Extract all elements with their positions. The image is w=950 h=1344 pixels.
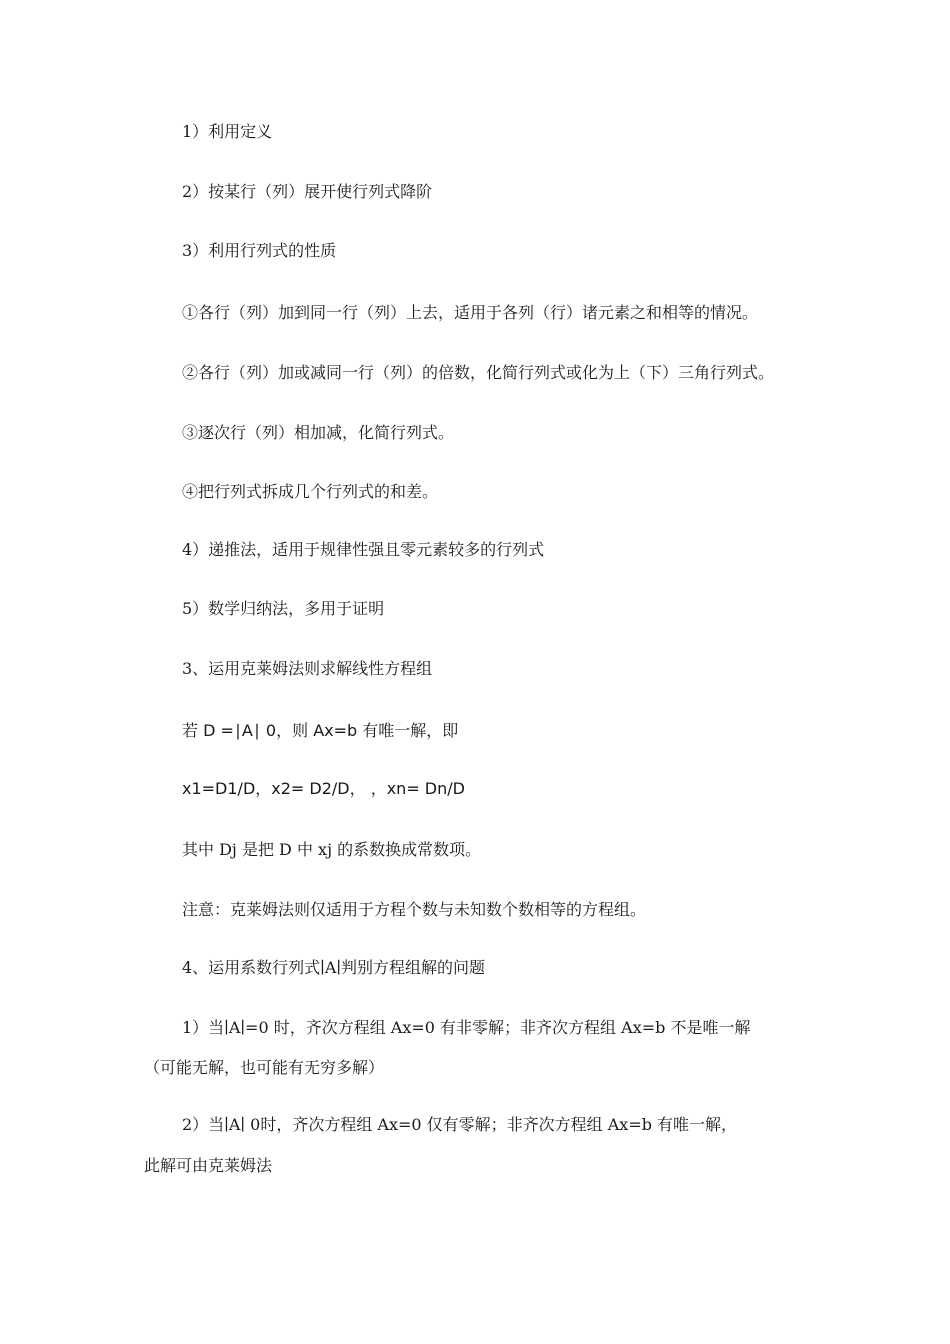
case-zero-line-1: 1）当∣A∣=0 时，齐次方程组 Ax=0 有非零解；非齐次方程组 Ax=b 不是唯一解 (182, 1018, 751, 1037)
method-definition: 1）利用定义 (182, 122, 273, 141)
method-induction: 5）数学归纳法，多用于证明 (182, 599, 385, 618)
method-recursion: 4）递推法，适用于规律性强且零元素较多的行列式 (182, 540, 545, 559)
case-nonzero-line-2: 此解可由克莱姆法 (144, 1156, 273, 1175)
cramer-note: 注意：克莱姆法则仅适用于方程个数与未知数个数相等的方程组。 (182, 900, 647, 919)
cramer-formula: x1=D1/D，x2= D2/D， ，xn= Dn/D (182, 779, 465, 798)
section-heading-cramer: 3、运用克莱姆法则求解线性方程组 (182, 659, 433, 678)
case-nonzero-line-1: 2）当∣A∣ 0时，齐次方程组 Ax=0 仅有零解；非齐次方程组 Ax=b 有唯一解， (182, 1115, 738, 1134)
property-item-3: ③逐次行（列）相加减，化简行列式。 (182, 423, 455, 442)
cramer-condition: 若 D =∣A∣ 0，则 Ax=b 有唯一解，即 (182, 721, 459, 740)
method-properties: 3）利用行列式的性质 (182, 241, 337, 260)
property-item-4: ④把行列式拆成几个行列式的和差。 (182, 482, 439, 501)
property-item-2: ②各行（列）加或减同一行（列）的倍数，化简行列式或化为上（下）三角行列式。 (182, 363, 775, 382)
cramer-explanation: 其中 Dj 是把 D 中 xj 的系数换成常数项。 (182, 840, 482, 859)
method-expansion: 2）按某行（列）展开使行列式降阶 (182, 182, 433, 201)
section-heading-determinant: 4、运用系数行列式∣A∣判别方程组解的问题 (182, 958, 486, 977)
property-item-1: ①各行（列）加到同一行（列）上去，适用于各列（行）诸元素之和相等的情况。 (182, 303, 759, 322)
case-zero-line-2: （可能无解，也可能有无穷多解） (144, 1058, 385, 1077)
